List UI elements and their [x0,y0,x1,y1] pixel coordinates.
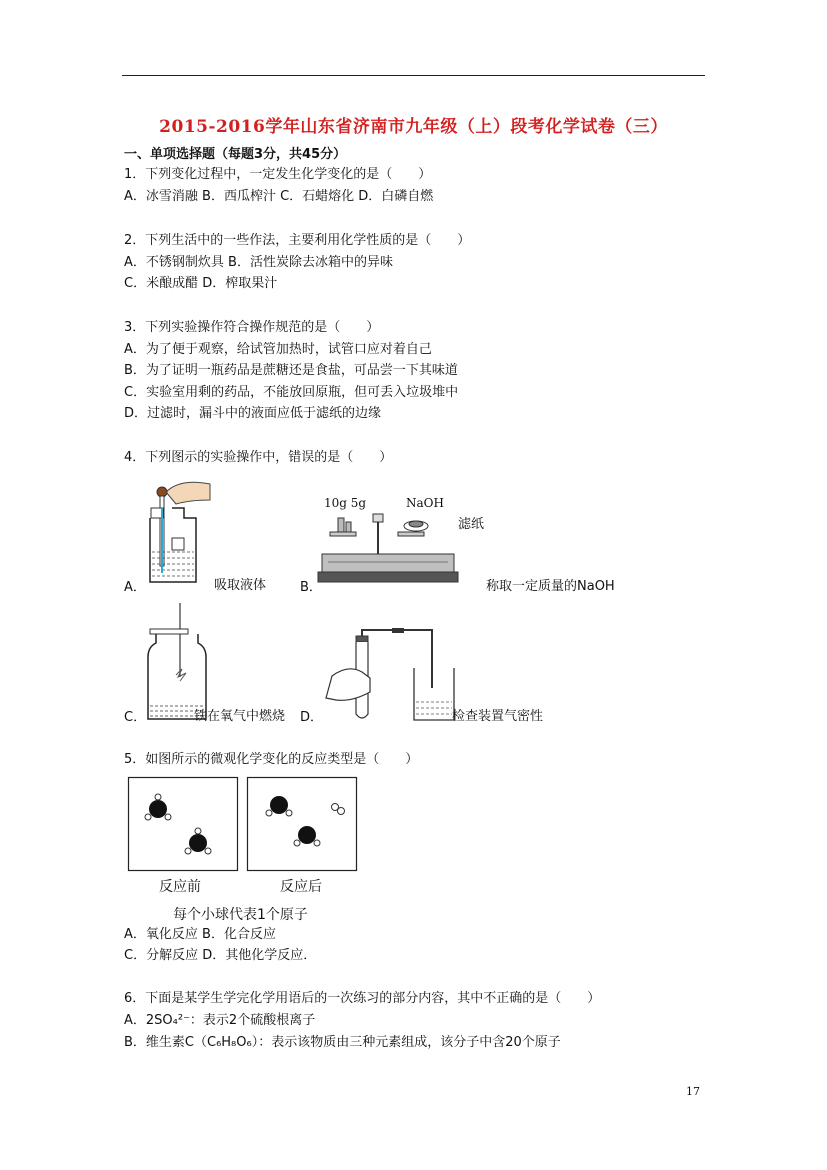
q4-stem: 4．下列图示的实验操作中，错误的是（ ） [124,450,393,465]
q4-b-letter: B． [300,580,322,595]
q3-option-a: A．为了便于观察，给试管加热时，试管口应对着自己 [124,342,432,357]
airtightness-apparatus-figure [322,628,457,724]
q4-d-caption: 检查装置气密性 [452,709,544,724]
q4-b-weights: 10g 5g [324,496,367,510]
q1-stem: 1．下列变化过程中，一定发生化学变化的是（ ） [124,167,432,182]
q4-b-paper-label: 滤纸 [458,517,485,532]
dropper-bottle-figure [140,478,215,588]
section-heading: 一、单项选择题（每题3分，共45分） [124,147,347,162]
q3-option-d: D．过滤时，漏斗中的液面应低于滤纸的边缘 [124,406,382,421]
q5-stem: 5．如图所示的微观化学变化的反应类型是（ ） [124,752,419,767]
q5-after-label: 反应后 [280,879,322,895]
q2-stem: 2．下列生活中的一些作法，主要利用化学性质的是（ ） [124,233,471,248]
q3-option-b: B．为了证明一瓶药品是蔗糖还是食盐，可品尝一下其味道 [124,363,458,378]
q4-a-caption: 吸取液体 [214,578,267,593]
q2-options-cd: C．米酿成醋 D．榨取果汁 [124,276,278,291]
q6-option-a: A．2SO₄²⁻：表示2个硫酸根离子 [124,1013,316,1028]
q4-d-letter: D． [300,710,324,725]
q4-b-reagent: NaOH [406,496,444,510]
q4-b-caption: 称取一定质量的NaOH [486,579,615,594]
reaction-before-box [128,777,238,871]
q5-note: 每个小球代表1个原子 [173,907,308,923]
q6-option-b: B．维生素C（C₆H₈O₆）：表示该物质由三种元素组成，该分子中含20个原子 [124,1035,561,1050]
q3-option-c: C．实验室用剩的药品，不能放回原瓶，但可丢入垃圾堆中 [124,385,459,400]
q5-before-label: 反应前 [159,879,201,895]
q2-options-ab: A．不锈钢制炊具 B．活性炭除去冰箱中的异味 [124,255,393,270]
page-number: 17 [686,1085,700,1098]
q4-c-letter: C． [124,710,147,725]
q6-stem: 6．下面是某学生学完化学用语后的一次练习的部分内容，其中不正确的是（ ） [124,991,601,1006]
q5-options-cd: C．分解反应 D．其他化学反应． [124,948,317,963]
q5-options-ab: A．氧化反应 B．化合反应 [124,927,276,942]
q4-a-letter: A． [124,580,146,595]
iron-combustion-bottle-figure [146,603,208,721]
header-rule [122,75,705,76]
q1-options: A．冰雪消融 B．西瓜榨汁 C．石蜡熔化 D．白磷自燃 [124,189,434,204]
q3-stem: 3．下列实验操作符合操作规范的是（ ） [124,320,380,335]
reaction-after-box [247,777,357,871]
q4-c-caption: 铁在氧气中燃烧 [194,709,286,724]
page-title: 2015-2016学年山东省济南市九年级（上）段考化学试卷（三） [159,117,668,137]
